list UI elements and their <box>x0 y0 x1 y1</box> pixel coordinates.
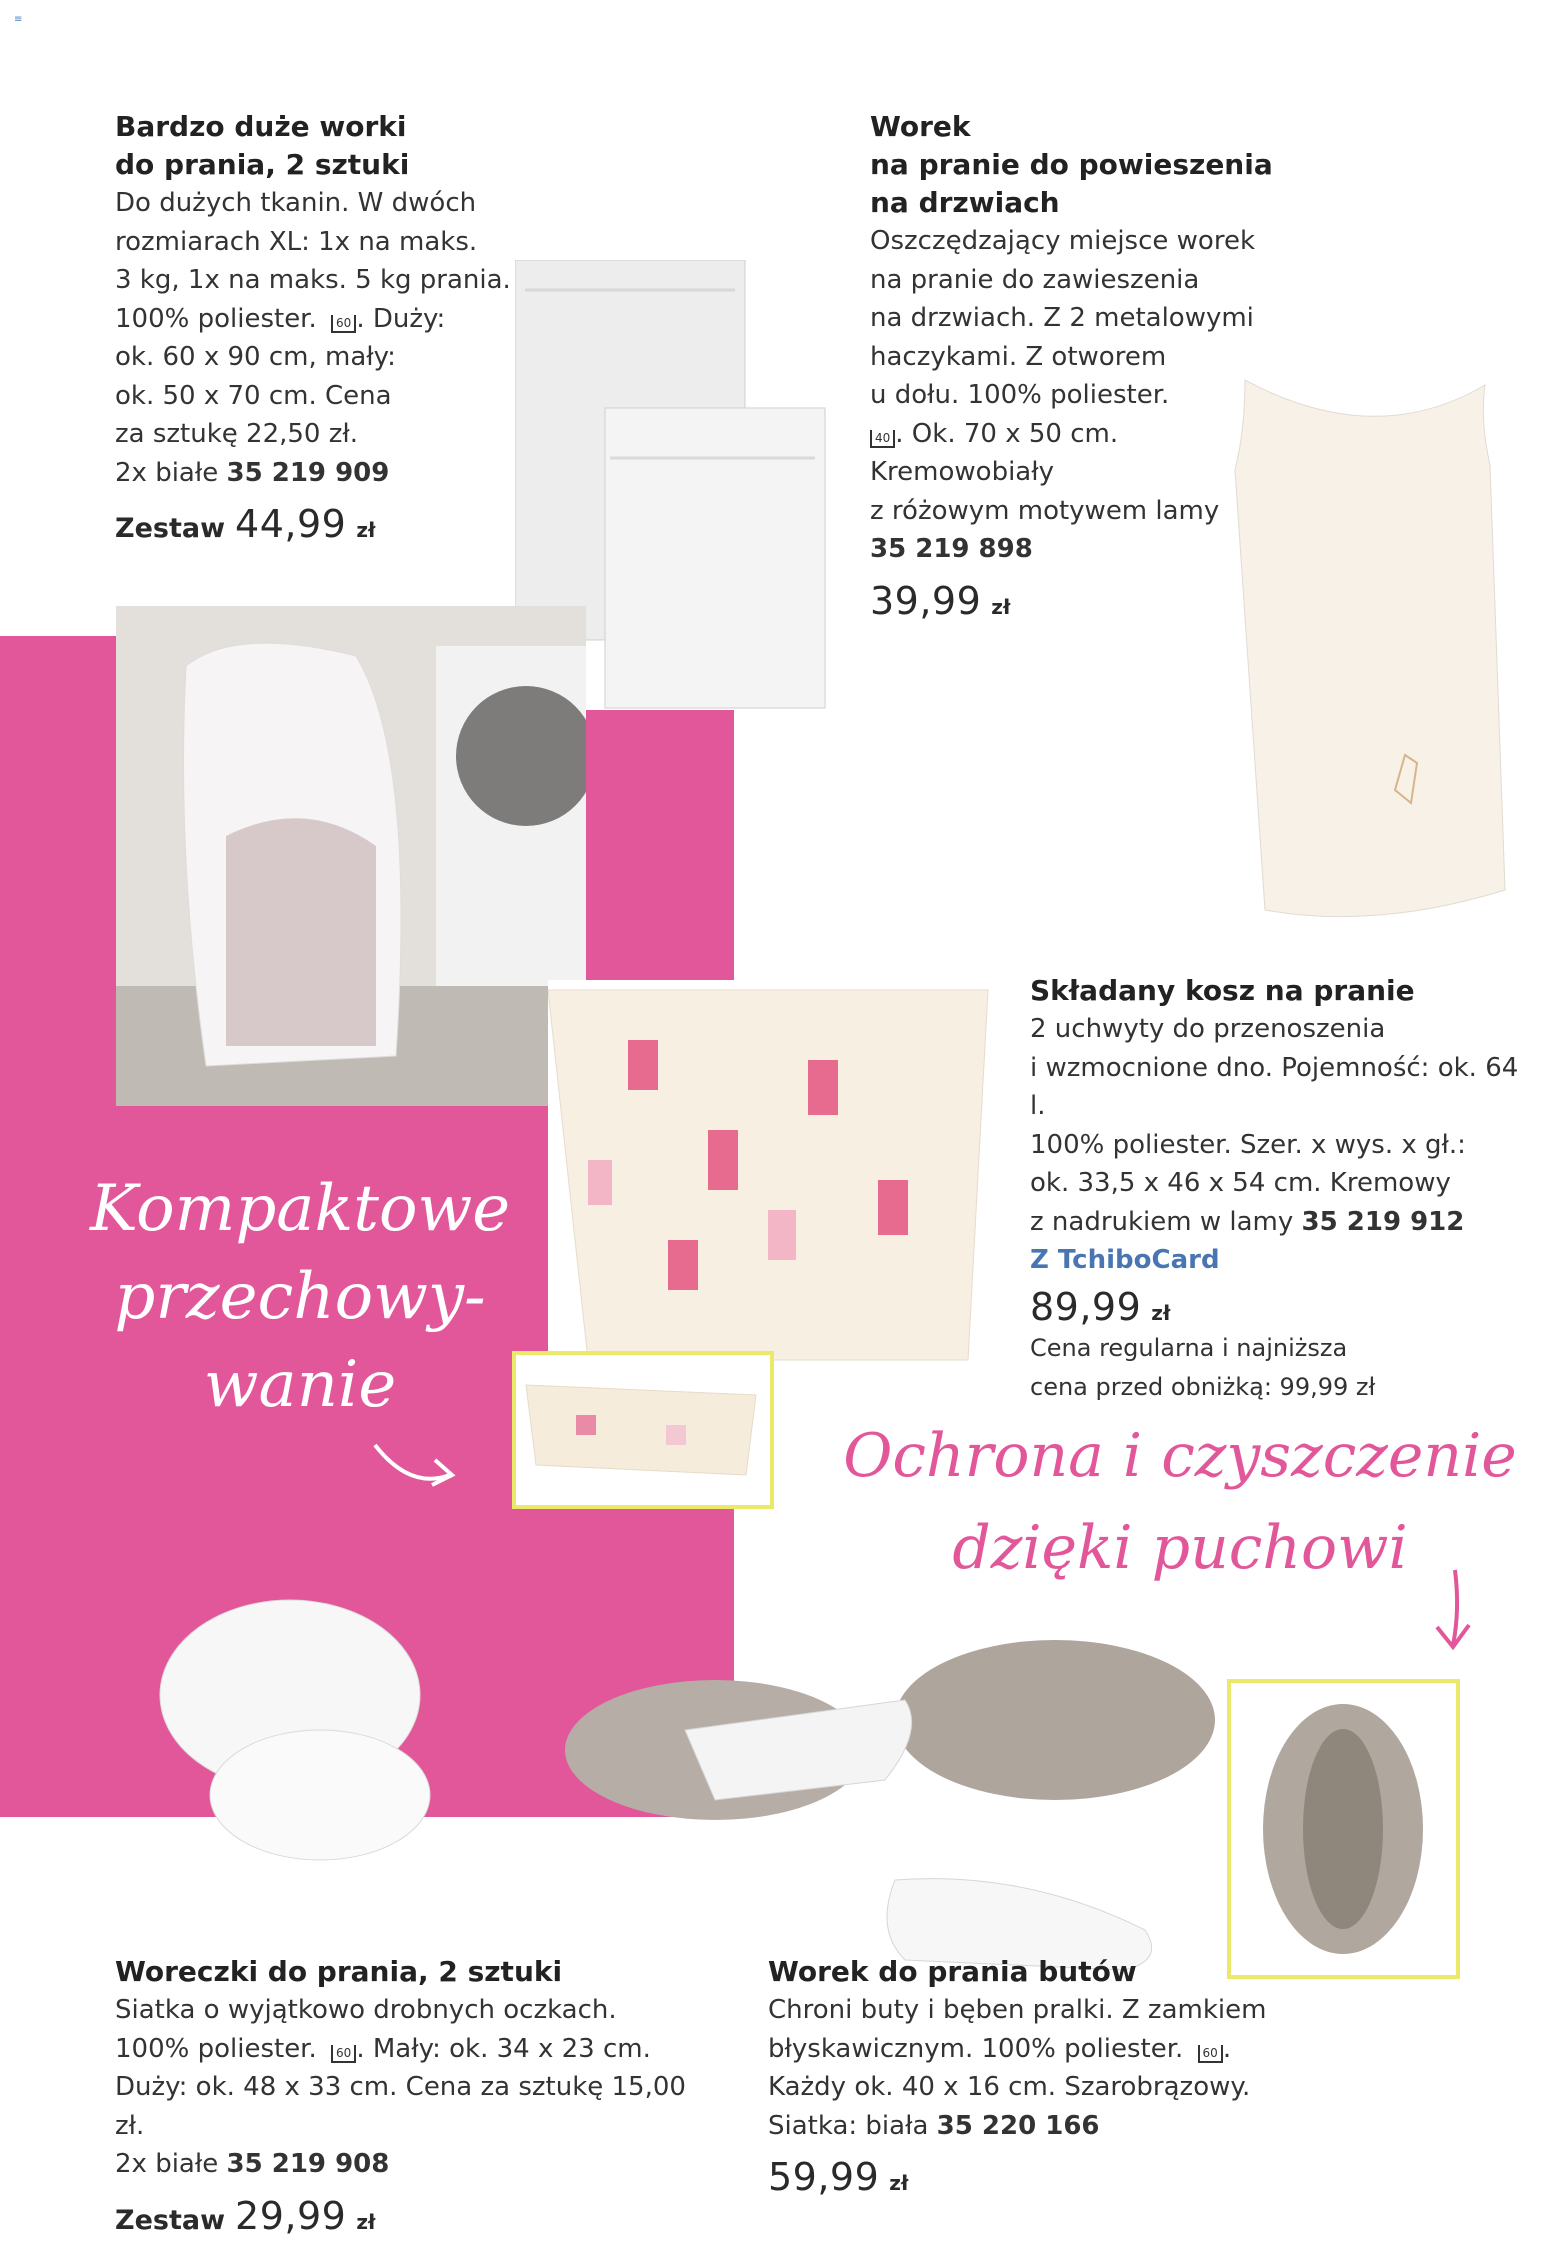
product-title-line: na drzwiach <box>870 186 1060 219</box>
product-desc-line: rozmiarach XL: 1x na maks. <box>115 226 478 257</box>
washing-machine-scene <box>116 606 586 1106</box>
product-desc-line <box>1030 1203 1530 1242</box>
desc-text: 2x białe <box>115 2149 219 2179</box>
product-title-line: do prania, 2 sztuki <box>115 148 410 181</box>
product-desc-line: haczykami. Z otworem <box>870 341 1167 372</box>
slogan-compact-storage <box>90 1165 510 1495</box>
product-desc-line <box>115 300 515 339</box>
currency: zł <box>889 2171 909 2195</box>
product-code: 35 219 912 <box>1301 1206 1465 1237</box>
slogan-line: dzięki puchowi <box>952 1513 1408 1583</box>
product-code: 35 219 898 <box>870 534 1033 564</box>
price-row <box>1030 1285 1530 1329</box>
basket-photo <box>548 980 993 1370</box>
product-desc-line: Kremowobiały <box>870 457 1055 487</box>
product-desc-line: Do dużych tkanin. W dwóch <box>115 188 477 218</box>
desc-text: z nadrukiem w lamy <box>1030 1206 1294 1237</box>
folded-basket-illustration <box>516 1355 770 1505</box>
set-label: Zestaw <box>115 2204 226 2236</box>
product-desc-line: za sztukę 22,50 zł. <box>115 419 359 449</box>
small-bags-photo <box>140 1585 440 1865</box>
desc-text: . <box>1222 2033 1232 2064</box>
price-note-line: Cena regularna i najniższa <box>1030 1334 1348 1362</box>
desc-text: . Mały: ok. 34 x 23 cm. <box>356 2033 651 2064</box>
price-note-line: cena przed obniżką: 99,99 zł <box>1030 1372 1376 1401</box>
product-desc-line: i wzmocnione dno. Pojemność: ok. 64 l. <box>1030 1052 1519 1121</box>
xl-bag-laundry-photo <box>116 606 586 1106</box>
price-row <box>870 579 1290 623</box>
price-row <box>768 2155 1368 2199</box>
product-desc-line: na pranie do zawieszenia <box>870 264 1200 295</box>
product-desc-line: Każdy ok. 40 x 16 cm. Szarobrązowy. <box>768 2072 1251 2102</box>
product-desc-line: 3 kg, 1x na maks. 5 kg prania. <box>115 265 511 295</box>
slogan-line: Kompaktowe <box>90 1172 511 1246</box>
product-desc-line: ok. 33,5 x 46 x 54 cm. Kremowy <box>1030 1168 1451 1198</box>
arrow-down-icon <box>1425 1565 1485 1655</box>
product-code: 35 220 166 <box>936 2110 1100 2141</box>
llama-basket-illustration <box>548 980 993 1370</box>
price-row <box>115 2194 715 2238</box>
desc-text: Siatka: biała <box>768 2110 929 2141</box>
product-small-bags <box>115 1953 715 2238</box>
product-desc-line: Oszczędzający miejsce worek <box>870 226 1255 256</box>
product-title: Składany kosz na pranie <box>1030 974 1415 1007</box>
product-title-line: Worek <box>870 110 971 143</box>
desc-text: . Ok. 70 x 50 cm. <box>895 418 1119 449</box>
product-desc-line: ok. 50 x 70 cm. Cena <box>115 380 392 411</box>
product-desc-line: ok. 60 x 90 cm, mały: <box>115 342 396 372</box>
product-desc-line <box>870 415 1290 454</box>
product-desc-line <box>768 2030 1368 2069</box>
product-title: Woreczki do prania, 2 sztuki <box>115 1955 563 1988</box>
product-title-line: Bardzo duże worki <box>115 110 407 143</box>
wash-60-icon: 60 <box>331 315 356 333</box>
currency: zł <box>356 518 376 542</box>
product-title: Worek do prania butów <box>768 1955 1137 1988</box>
currency: zł <box>356 2209 376 2234</box>
shoe-bag-inset <box>1227 1679 1460 1979</box>
product-desc-line <box>115 454 515 493</box>
product-code: 35 219 908 <box>226 2149 390 2179</box>
wash-60-icon: 60 <box>1198 2045 1223 2063</box>
product-desc-line: 100% poliester. Szer. x wys. x gł.: <box>1030 1129 1466 1160</box>
shoe-bag-closeup-illustration <box>1231 1683 1456 1975</box>
currency: zł <box>991 594 1011 619</box>
price: 89,99 <box>1030 1285 1142 1329</box>
product-code: 35 219 909 <box>226 457 390 488</box>
slogan-line: wanie <box>203 1348 397 1422</box>
small-bags-illustration <box>140 1585 440 1865</box>
product-desc-line: na drzwiach. Z 2 metalowymi <box>870 303 1254 333</box>
price: 29,99 <box>235 2193 347 2238</box>
tchibocard-label: Z TchiboCard <box>1030 1245 1220 1275</box>
desc-text: 100% poliester. <box>115 303 317 334</box>
product-desc-line: Chroni buty i bęben pralki. Z zamkiem <box>768 1995 1267 2025</box>
product-title-line: na pranie do powieszenia <box>870 148 1273 181</box>
product-desc-line: 2 uchwyty do przenoszenia <box>1030 1014 1386 1044</box>
product-desc-line: Siatka o wyjątkowo drobnych oczkach. <box>115 1995 617 2025</box>
product-desc-line <box>768 2107 1368 2146</box>
arrow-right-icon <box>370 1435 460 1495</box>
product-desc-line: Duży: ok. 48 x 33 cm. Cena za sztukę 15,00 zł. <box>115 2072 686 2141</box>
price: 44,99 <box>235 502 347 546</box>
currency: zł <box>1151 1301 1171 1325</box>
product-basket <box>1030 972 1530 1406</box>
desc-text: 2x białe <box>115 457 219 488</box>
desc-text: błyskawicznym. 100% poliester. <box>768 2033 1184 2064</box>
wash-40-icon: 40 <box>870 430 895 448</box>
slogan-line: Ochrona i czyszczenie <box>843 1421 1517 1491</box>
product-desc-line <box>115 2145 715 2184</box>
product-desc-line: z różowym motywem lamy <box>870 495 1220 526</box>
product-desc-line <box>115 2030 715 2069</box>
product-xl-bags <box>115 108 515 546</box>
product-desc-line: u dołu. 100% poliester. <box>870 380 1170 410</box>
basket-folded-inset <box>512 1351 774 1509</box>
menu-icon[interactable]: ≡ <box>14 14 23 25</box>
product-shoe-bag <box>768 1953 1368 2199</box>
product-door-bag <box>870 108 1290 623</box>
price-row <box>115 502 515 546</box>
desc-text: 100% poliester. <box>115 2033 317 2064</box>
price: 39,99 <box>870 578 982 623</box>
set-label: Zestaw <box>115 513 226 544</box>
price: 59,99 <box>768 2155 880 2199</box>
desc-text: . Duży: <box>356 303 446 334</box>
wash-60-icon: 60 <box>331 2045 356 2063</box>
slogan-line: przechowy- <box>114 1260 486 1334</box>
